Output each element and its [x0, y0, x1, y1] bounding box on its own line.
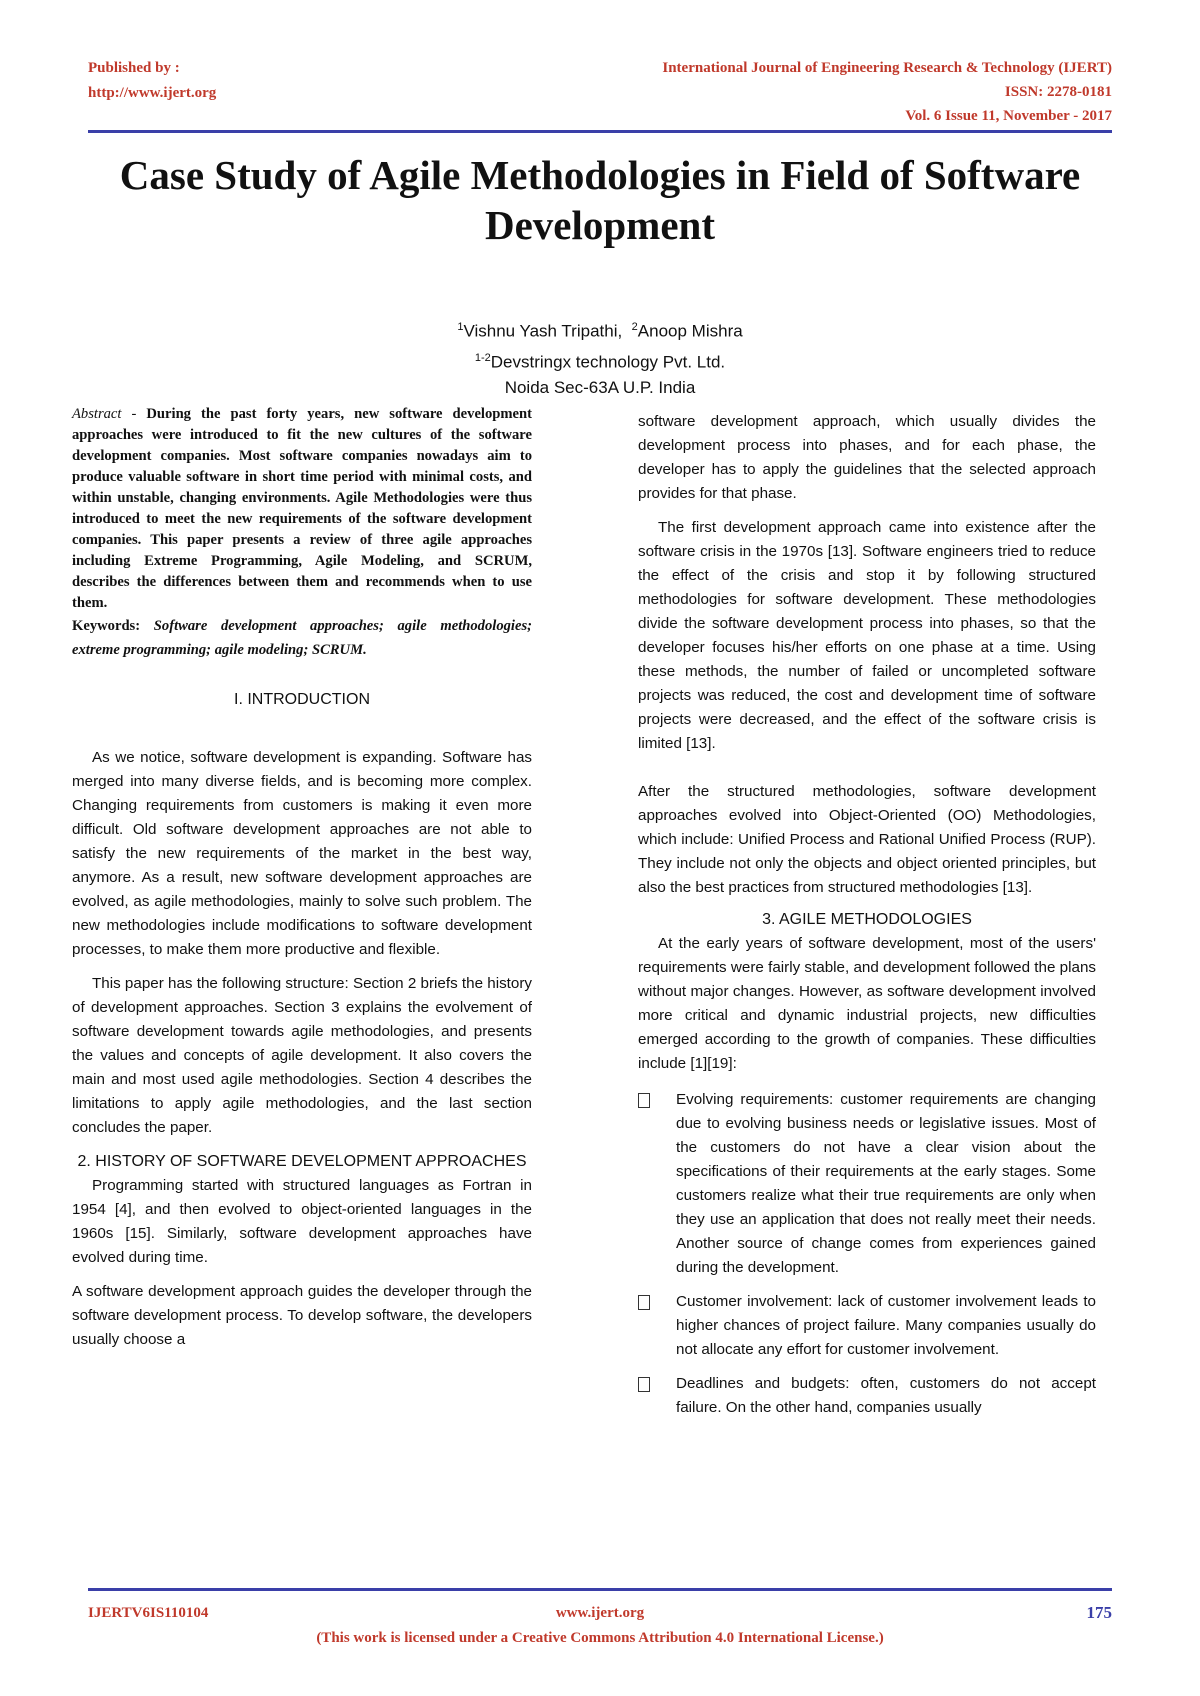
affiliation-sup: 1-2	[474, 351, 491, 364]
bullet-text: Evolving requirements: customer requirements are changing due to evolving business needs or legislative issues. Most of the customers do not have a clear vision about the specifications of their requirements at the early stages. Some customers realize what their true requirements are only when they use an application that does not really meet their needs. Another source of change comes from experiences gained during the development.	[676, 1091, 1096, 1276]
paragraph: Programming started with structured languages as Fortran in 1954 [4], and then evolved to object-oriented languages in the 1960s [15]. Similarly, software development approaches have evolved during time.	[72, 1177, 532, 1266]
paragraph: At the early years of software development, most of the users' requirements were fairly stable, and development followed the plans without major changes. However, as software development involved more critical and dynamic industrial projects, new difficulties emerged according to the growth of companies. These difficulties include [1][19]:	[638, 935, 1096, 1072]
bullet-box-icon	[638, 1295, 650, 1310]
left-column	[72, 404, 532, 1352]
abstract-label: Abstract -	[72, 406, 137, 422]
author2: Anoop Mishra	[637, 321, 743, 341]
author-line	[88, 314, 1112, 345]
header-rule	[88, 130, 1112, 133]
abstract	[72, 404, 532, 614]
paragraph: After the structured methodologies, software development approaches evolved into Object-Oriented (OO) Methodologies, which include: Unified Process and Rational Unified Process (RUP). They include not only the objects and object oriented principles, but also the best practices from structured methodologies [13].	[638, 783, 1096, 896]
author2-sup: 2	[631, 321, 638, 333]
authors-block	[88, 314, 1112, 401]
bullet-box-icon	[638, 1093, 650, 1108]
keywords	[72, 614, 532, 662]
location: Noida Sec-63A U.P. India	[504, 378, 696, 398]
paper-code: IJERTV6IS110104	[88, 1605, 209, 1621]
journal-name: International Journal of Engineering Research & Technology (IJERT)	[662, 60, 1112, 76]
list-item	[638, 1088, 1096, 1280]
paragraph: A software development approach guides the developer through the software development process. To develop software, the developers usually choose a	[72, 1283, 532, 1348]
header-left	[88, 56, 216, 106]
bullet-box-icon	[638, 1377, 650, 1392]
paragraph: As we notice, software development is expanding. Software has merged into many diverse fields, and is becoming more complex. Changing requirements from customers is making it even more difficult. Old software development approaches are not able to satisfy the new requirements of the market in the best way, anymore. As a result, new software development approaches are evolved, as agile methodologies, mainly to solve such problem. The new methodologies include modifications to software development processes, to make them more productive and flexible.	[72, 749, 532, 958]
issn: ISSN: 2278-0181	[1004, 84, 1112, 100]
author1-sup: 1	[457, 321, 464, 333]
keywords-text: Software development approaches; agile methodologies; extreme programming; agile modeling; SCRUM.	[72, 618, 532, 658]
section-heading-history: 2. HISTORY OF SOFTWARE DEVELOPMENT APPROACHES	[77, 1153, 527, 1170]
volume: Vol. 6 Issue 11, November - 2017	[905, 108, 1112, 124]
paragraph: This paper has the following structure: Section 2 briefs the history of development approaches. Section 3 explains the evolvement of software development towards agile methodologies, and presents the values and concepts of agile development. It also covers the main and most used agile methodologies. Section 4 describes the limitations to apply agile methodologies, and the last section concludes the paper.	[72, 975, 532, 1136]
affiliation: Devstringx technology Pvt. Ltd.	[490, 352, 726, 372]
footer-rule	[88, 1588, 1112, 1591]
journal-url[interactable]: http://www.ijert.org	[88, 85, 217, 101]
author1: Vishnu Yash Tripathi,	[463, 321, 623, 341]
list-item	[638, 1372, 1096, 1420]
published-by: Published by :	[88, 60, 180, 76]
paragraph: software development approach, which usually divides the development process into phases, and for each phase, the developer has to apply the guidelines that the selected approach provides for that phase.	[638, 413, 1096, 502]
abstract-text: During the past forty years, new software development approaches were introduced to fit the new cultures of the software development companies. Most software companies nowadays aim to produce valuable software in short time period with minimal costs, and within unstable, changing environments. Agile Methodologies were thus introduced to meet the new requirements of the software development companies. This paper presents a review of three agile approaches including Extreme Programming, Agile Modeling, and SCRUM, describes the differences between them and recommends when to use them.	[72, 406, 533, 611]
license-note: (This work is licensed under a Creative Commons Attribution 4.0 International License.)	[316, 1630, 884, 1646]
section-heading-agile: 3. AGILE METHODOLOGIES	[762, 911, 972, 928]
footer-site[interactable]: www.ijert.org	[555, 1605, 645, 1621]
keywords-label: Keywords:	[72, 618, 141, 634]
affiliation-line	[88, 345, 1112, 376]
paragraph: The first development approach came into existence after the software crisis in the 1970s [13]. Software engineers tried to reduce the effect of the crisis and stop it by following structured methodologies for software development. These methodologies divide the software development process into phases, so that the developer focuses his/her efforts on one phase at a time. Using these methods, the number of failed or uncompleted software projects was reduced, the cost and development time of software projects were decreased, and the effect of the software crisis is limited [13].	[638, 519, 1096, 752]
page-number: 175	[1086, 1603, 1112, 1622]
bullet-text: Customer involvement: lack of customer involvement leads to higher chances of project failure. Many companies usually do not allocate any effort for customer involvement.	[676, 1293, 1096, 1358]
right-column	[638, 410, 1096, 1420]
header-right	[662, 56, 1112, 128]
section-heading-introduction: I. INTRODUCTION	[234, 691, 370, 708]
list-item	[638, 1290, 1096, 1362]
bullet-text: Deadlines and budgets: often, customers do not accept failure. On the other hand, companies usually	[676, 1375, 1096, 1416]
paper-title: Case Study of Agile Methodologies in Field of Software Development	[119, 152, 1081, 248]
